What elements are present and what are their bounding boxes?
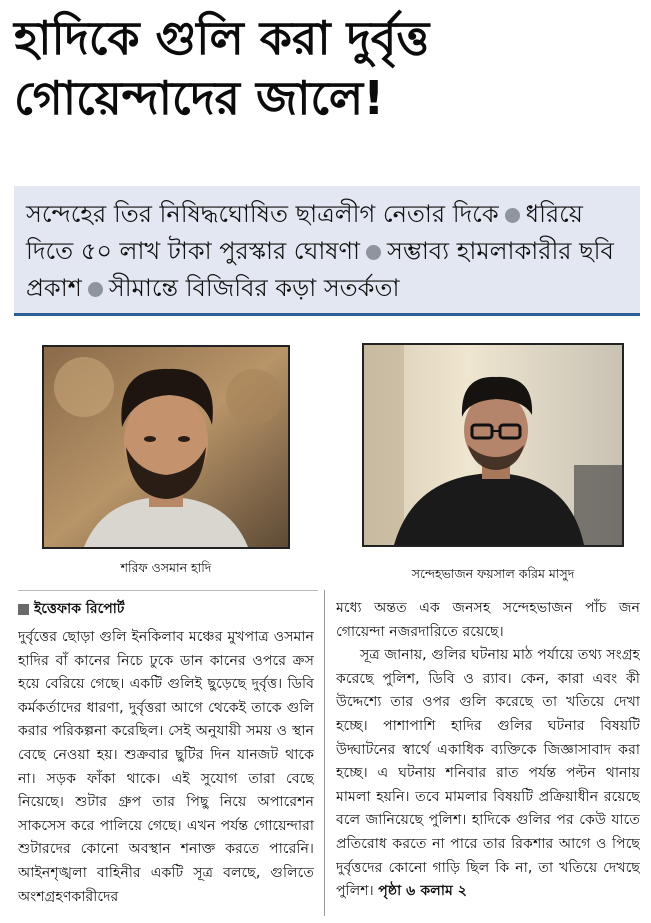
subhead-part-3: সম্ভাব্য হামলাকারীর ছবি প্রকাশ: [26, 237, 614, 302]
subhead-part-1: সন্দেহের তির নিষিদ্ধঘোষিত ছাত্রলীগ নেতার দিকে: [26, 200, 499, 228]
suspect-photo-icon: [364, 345, 622, 545]
reporter-name: ইত্তেফাক রিপোর্ট: [34, 601, 125, 617]
headline: [14, 8, 639, 128]
bullet-dot-icon: [505, 208, 520, 223]
square-bullet-icon: [18, 604, 29, 615]
photo-left-caption: শরিফ ওসমান হাদি: [120, 560, 212, 575]
column-top-rule: [18, 590, 318, 591]
column-divider: [324, 590, 325, 916]
reporter-byline: [18, 597, 124, 621]
subheadline-text: [26, 196, 628, 307]
article-column-2: [336, 597, 640, 915]
headline-line-2: গোয়েন্দাদের জালে!: [14, 71, 385, 125]
column-1-text: দুর্বৃত্তের ছোড়া গুলি ইনকিলাব মঞ্চের মুখপাত্র ওসমান হাদির বাঁ কানের নিচে ঢুকে ডান কানের ওপরে ক্রস হয়ে বেরিয়ে গেছে। একটি গুলিই ছুড়েছে দুর্বৃত্ত। ডিবি কর্মকর্তাদের ধারণা, দুর্বৃত্তরা আগে থেকেই তাকে গুলি করার পরিকল্পনা করেছিল। সেই অনুযায়ী সময় ও স্থান বেছে নেওয়া হয়। শুক্রবার ছুটির দিন যানজট থাকে না। সড়ক ফাঁকা থাকে। এই সুযোগ তারা বেছে নিয়েছে। শুটার গ্রুপ তার পিছু নিয়ে অপারেশন সাকসেস করে পালিয়ে গেছে। এখন পর্যন্ত গোয়েন্দারা শুটারদের কোনো অবস্থান শনাক্ত করতে পারেনি। আইনশৃঙ্খলা বাহিনীর একটি সূত্র বলছে, গুলিতে অংশগ্রহণকারীদের: [18, 629, 314, 905]
bullet-dot-icon: [88, 282, 103, 297]
subheadline-box: [14, 186, 640, 316]
column-2-paragraph-1: মধ্যে অন্তত এক জনসহ সন্দেহভাজন পাঁচ জন গোয়েন্দা নজরদারিতে রয়েছে।: [336, 600, 640, 640]
photo-left: [42, 345, 290, 549]
headline-line-1: হাদিকে গুলি করা দুর্বৃত্ত: [14, 11, 430, 65]
continuation-jump: পৃষ্ঠা ৬ কলাম ২: [378, 883, 467, 900]
photo-right: [362, 343, 624, 547]
article-column-1: [18, 626, 314, 916]
column-2-paragraph-2: [336, 644, 640, 904]
photo-right-caption: সন্দেহভাজন ফয়সাল করিম মাসুদ: [411, 566, 575, 581]
column-2-text: সূত্র জানায়, গুলির ঘটনায় মাঠ পর্যায়ে তথ্য সংগ্রহ করেছে পুলিশ, ডিবি ও র‌্যাব। কেন, কারা এবং কী উদ্দেশ্যে তার ওপর গুলি করেছে তা খতিয়ে দেখা হচ্ছে। পাশাপাশি হাদির গুলির ঘটনার বিষয়টি উদ্ঘাটনের স্বার্থে একাধিক ব্যক্তিকে জিজ্ঞাসাবাদ করা হচ্ছে। এ ঘটনায় শনিবার রাত পর্যন্ত পল্টন থানায় মামলা হয়নি। তবে মামলার বিষয়টি প্রক্রিয়াধীন রয়েছে বলে জানিয়েছে পুলিশ। হাদিকে গুলির পর কেউ যাতে প্রতিরোধ করতে না পারে তার রিকশার আগে ও পিছে দুর্বৃত্তদের কোনো গাড়ি ছিল কি না, তা খতিয়ে দেখছে পুলিশ।: [336, 647, 640, 900]
bullet-dot-icon: [366, 245, 381, 260]
subhead-part-2: ধরিয়ে দিতে ৫০ লাখ টাকা পুরস্কার ঘোষণা: [26, 200, 583, 265]
portrait-photo-icon: [44, 347, 288, 547]
subhead-part-4: সীমান্তে বিজিবির কড়া সতর্কতা: [108, 274, 400, 302]
